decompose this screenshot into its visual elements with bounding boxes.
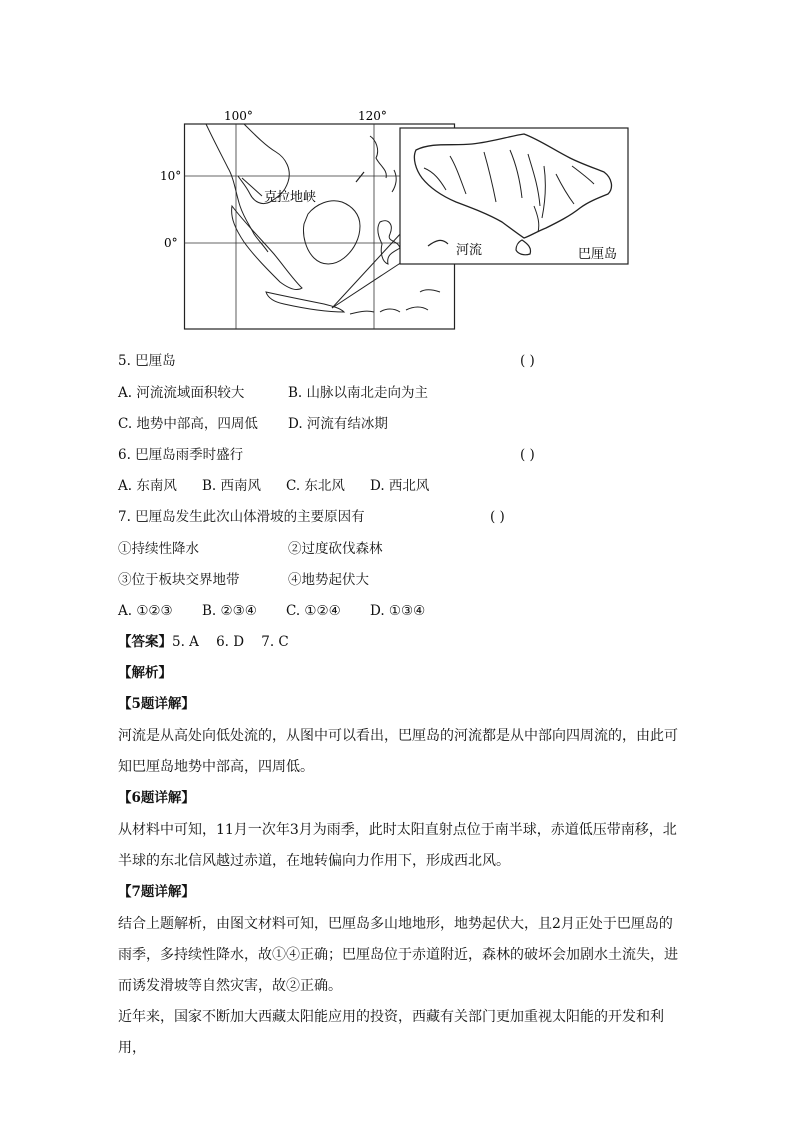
item-1: ①持续性降水	[118, 541, 199, 557]
option-b: B. 西南风	[202, 478, 262, 494]
sumatra-island	[232, 206, 302, 290]
option-b: B. ②③④	[202, 603, 257, 619]
lat-0-label: 0°	[164, 236, 178, 250]
question-5-answer-blank: ( )	[520, 353, 535, 369]
java-island	[266, 292, 344, 312]
option-d: D. 河流有结冰期	[288, 416, 388, 432]
question-5-stem: 5. 巴厘岛	[118, 353, 176, 369]
question-7-stem: 7. 巴厘岛发生此次山体滑坡的主要原因有	[118, 509, 365, 525]
lat-10-label: 10°	[160, 169, 182, 183]
detail-6-body: 从材料中可知，11月一次年3月为雨季，此时太阳直射点位于南半球，赤道低压带南移，北半球的东北信风越过赤道，在地转偏向力作用下，形成西北风。	[118, 822, 677, 869]
answer-line	[118, 633, 289, 651]
answer-label: 【答案】	[118, 634, 172, 650]
question-7-items-row-2	[118, 571, 369, 589]
detail-6-heading: 【6题详解】	[118, 790, 195, 806]
detail-5-heading: 【5题详解】	[118, 696, 195, 712]
option-c: C. 东北风	[286, 478, 345, 494]
question-6-answer-blank: ( )	[520, 447, 535, 463]
question-7-answer-blank: ( )	[490, 509, 505, 525]
answer-text: 5. A 6. D 7. C	[172, 634, 289, 650]
question-7-options	[118, 602, 425, 620]
lon-120-label: 120°	[358, 109, 387, 123]
detail-5-body: 河流是从高处向低处流的，从图中可以看出，巴厘岛的河流都是从中部向四周流的，由此可知巴厘岛地势中部高，四周低。	[118, 728, 678, 775]
question-5-options-row-2	[118, 415, 388, 433]
option-d: D. 西北风	[370, 478, 430, 494]
river-legend-label: 河流	[456, 243, 483, 258]
detail-7-body: 结合上题解析，由图文材料可知，巴厘岛多山地地形，地势起伏大，且2月正处于巴厘岛的雨季，多持续性降水，故①④正确；巴厘岛位于赤道附近，森林的破坏会加剧水土流失，进而诱发滑坡等自然灾害，故②正确。	[118, 916, 678, 994]
bali-label: 巴厘岛	[578, 247, 618, 262]
detail-7-heading: 【7题详解】	[118, 884, 195, 900]
kra-label: 克拉地峡	[264, 190, 317, 205]
island-mark	[356, 172, 364, 182]
item-4: ④地势起伏大	[288, 572, 369, 588]
sulawesi-island	[378, 221, 400, 264]
analysis-label: 【解析】	[118, 665, 172, 681]
item-2: ②过度砍伐森林	[288, 541, 383, 557]
question-6-stem: 6. 巴厘岛雨季时盛行	[118, 447, 244, 463]
option-a: A. 东南风	[118, 478, 177, 494]
option-d: D. ①③④	[370, 603, 426, 619]
bali-inset-frame	[400, 128, 628, 264]
lesser-sunda-islands	[350, 290, 440, 314]
trailing-paragraph: 近年来，国家不断加大西藏太阳能应用的投资，西藏有关部门更加重视太阳能的开发和利用，	[118, 1009, 664, 1056]
kra-pointer	[242, 178, 262, 196]
zoom-line-bottom	[332, 262, 402, 308]
lon-100-label: 100°	[224, 109, 253, 123]
question-6-options	[118, 477, 429, 495]
question-7-items-row-1	[118, 540, 383, 558]
option-c: C. 地势中部高，四周低	[118, 416, 258, 432]
option-a: A. 河流流域面积较大	[118, 385, 245, 401]
bali-location-map	[160, 106, 630, 330]
indochina-coast	[206, 124, 289, 252]
option-c: C. ①②④	[286, 603, 341, 619]
option-a: A. ①②③	[118, 603, 173, 619]
item-3: ③位于板块交界地带	[118, 572, 240, 588]
question-5-options-row-1	[118, 384, 428, 402]
option-b: B. 山脉以南北走向为主	[288, 385, 429, 401]
borneo-island	[303, 201, 360, 264]
